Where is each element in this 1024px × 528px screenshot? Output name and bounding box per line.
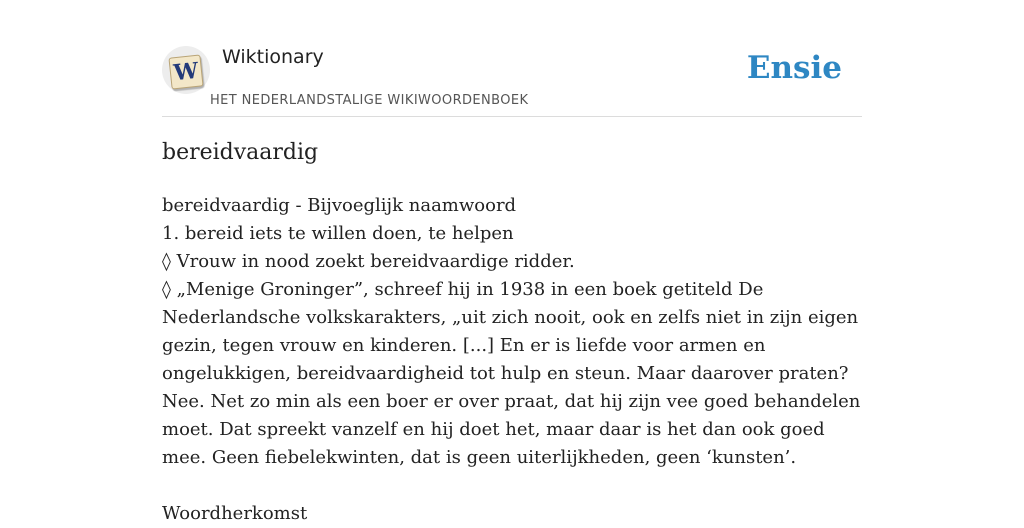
paragraph-gap <box>162 472 867 500</box>
site-name[interactable]: Wiktionary <box>222 46 324 68</box>
ensie-brand-link[interactable]: Ensie <box>746 50 842 86</box>
wiktionary-logo[interactable] <box>162 46 210 94</box>
part-of-speech-line: bereidvaardig - Bijvoeglijk naamwoord <box>162 195 517 216</box>
wiktionary-tile-icon: W <box>168 54 203 89</box>
site-tagline: HET NEDERLANDSTALIGE WIKIWOORDENBOEK <box>210 93 529 108</box>
section-heading-etymology: Woordherkomst <box>162 503 308 524</box>
entry-content <box>162 192 867 528</box>
definition-line: 1. bereid iets te willen doen, te helpen <box>162 223 514 244</box>
entry-title: bereidvaardig <box>162 140 319 165</box>
example-sentence: ◊ Vrouw in nood zoekt bereidvaardige ridder. <box>162 251 575 272</box>
example-quote: ◊ „Menige Groninger”, schreef hij in 1938 in een boek getiteld De Nederlandsche volkskarakters, „uit zich nooit, ook en zelfs niet in zijn eigen gezin, tegen vrouw en kinderen. [...] En er is liefde voor armen en ongelukkigen, bereidvaardigheid tot hulp en steun. Maar daarover praten? Nee. Net zo min als een boer er over praat, dat hij zijn vee goed behandelen moet. Dat spreekt vanzelf en hij doet het, maar daar is het dan ook goed mee. Geen fiebelekwinten, dat is geen uiterlijkheden, geen ‘kunsten’. <box>162 279 861 468</box>
site-header <box>162 40 862 117</box>
